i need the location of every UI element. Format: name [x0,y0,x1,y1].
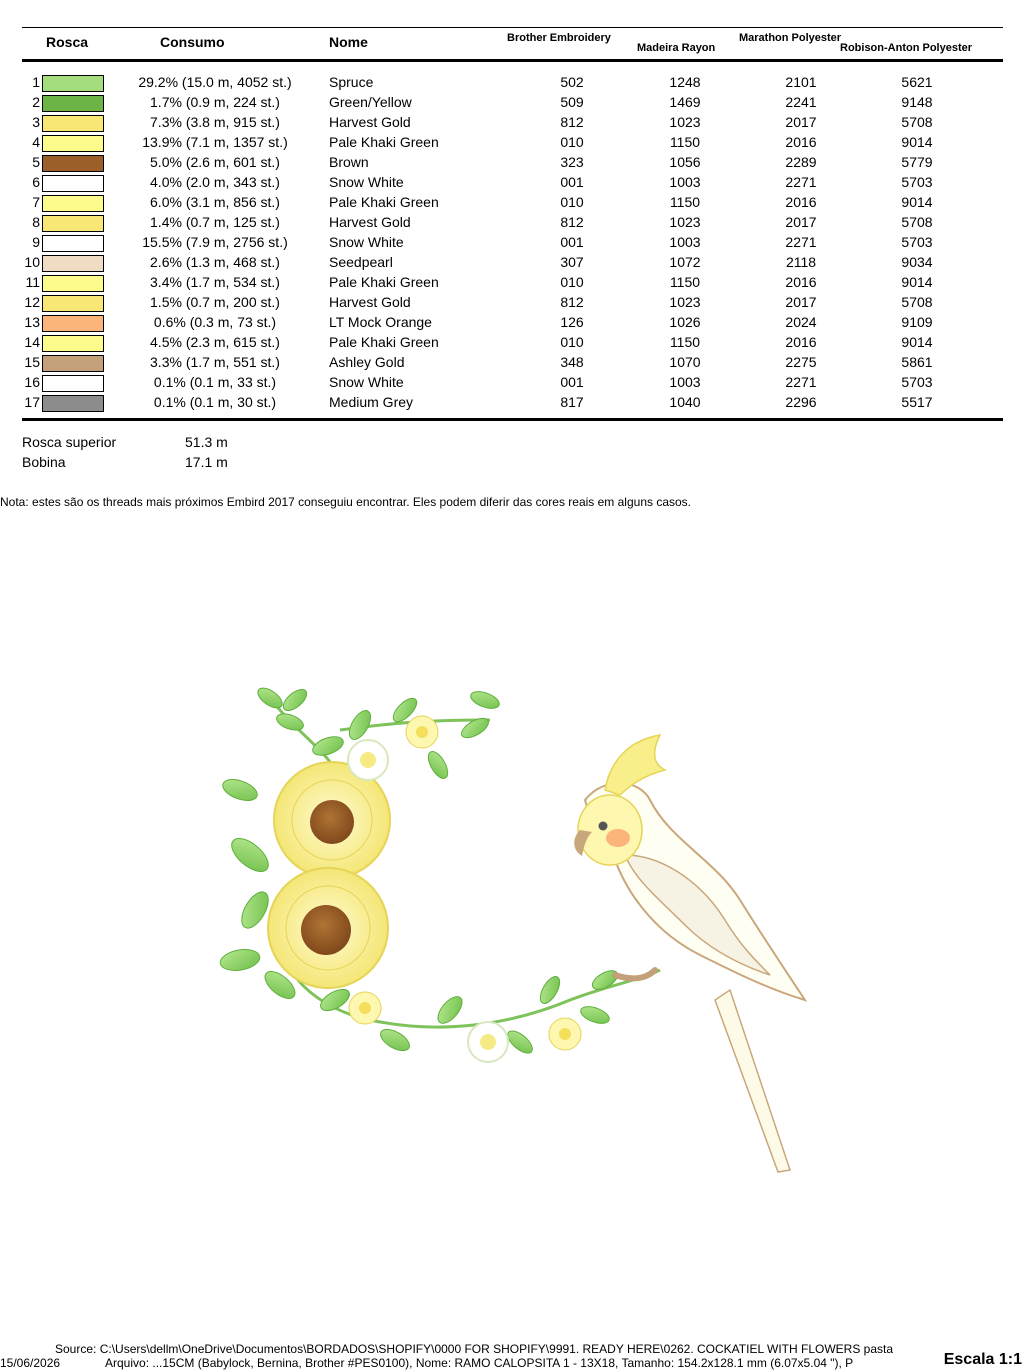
color-swatch [42,175,104,192]
row-number: 4 [32,134,40,150]
brother-code-cell: 812 [560,114,584,130]
marathon-code-cell: 2296 [785,394,817,410]
row-number: 8 [32,214,40,230]
color-swatch [42,235,104,252]
header-rosca: Rosca [46,34,89,50]
marathon-code-cell: 2016 [785,334,817,350]
scale-label: Escala 1:1 [943,1351,1022,1368]
madeira-code-cell: 1248 [669,74,701,90]
marathon-code-cell: 2024 [785,314,817,330]
color-swatch [42,155,104,172]
marathon-code-cell: 2271 [785,174,817,190]
row-number: 5 [32,154,40,170]
table-row [0,232,1024,252]
color-swatch [42,295,104,312]
header-robison: Robison-Anton Polyester [840,42,973,54]
footer-date: 15/06/2026 [0,1356,61,1370]
robison-code-cell: 5708 [901,214,933,230]
madeira-code-cell: 1469 [669,94,701,110]
table-row [0,192,1024,212]
consumption-cell: 5.0% (2.6 m, 601 st.) [150,154,280,170]
thread-name-cell: Pale Khaki Green [329,134,439,150]
brother-code-cell: 010 [560,274,584,290]
color-swatch [42,95,104,112]
rosca-superior-value: 51.3 m [185,434,228,450]
thread-name-cell: Snow White [329,374,404,390]
table-row [0,72,1024,92]
brother-code-cell: 010 [560,334,584,350]
consumption-cell: 4.0% (2.0 m, 343 st.) [150,174,280,190]
thread-name-cell: Harvest Gold [329,294,411,310]
brother-code-cell: 812 [560,214,584,230]
consumption-cell: 6.0% (3.1 m, 856 st.) [150,194,280,210]
table-row [0,172,1024,192]
madeira-code-cell: 1056 [669,154,701,170]
table-row [0,152,1024,172]
marathon-code-cell: 2017 [785,294,817,310]
table-row [0,112,1024,132]
madeira-code-cell: 1023 [669,294,701,310]
robison-code-cell: 9109 [901,314,933,330]
table-row [0,332,1024,352]
thread-name-cell: Pale Khaki Green [329,334,439,350]
consumption-cell: 3.4% (1.7 m, 534 st.) [150,274,280,290]
robison-code-cell: 5621 [901,74,933,90]
brother-code-cell: 126 [560,314,584,330]
robison-code-cell: 9148 [901,94,933,110]
robison-code-cell: 5708 [901,294,933,310]
consumption-cell: 3.3% (1.7 m, 551 st.) [150,354,280,370]
color-swatch [42,115,104,132]
row-number: 2 [32,94,40,110]
table-row [0,292,1024,312]
consumption-cell: 4.5% (2.3 m, 615 st.) [150,334,280,350]
robison-code-cell: 5517 [901,394,933,410]
bobina-value: 17.1 m [185,454,228,470]
marathon-code-cell: 2275 [785,354,817,370]
color-swatch [42,135,104,152]
consumption-cell: 29.2% (15.0 m, 4052 st.) [138,74,292,90]
madeira-code-cell: 1150 [669,334,701,350]
robison-code-cell: 9014 [901,274,933,290]
row-number: 1 [32,74,40,90]
thread-name-cell: Brown [329,154,369,170]
robison-code-cell: 9014 [901,194,933,210]
consumption-cell: 13.9% (7.1 m, 1357 st.) [142,134,288,150]
bottom-rule [22,418,1003,421]
robison-code-cell: 5861 [901,354,933,370]
madeira-code-cell: 1150 [669,194,701,210]
marathon-code-cell: 2271 [785,234,817,250]
rosca-superior-label: Rosca superior [22,434,117,450]
robison-code-cell: 5703 [901,174,933,190]
row-number: 13 [24,314,40,330]
madeira-code-cell: 1070 [669,354,701,370]
marathon-code-cell: 2017 [785,214,817,230]
madeira-code-cell: 1023 [669,114,701,130]
thread-name-cell: Snow White [329,174,404,190]
header-marathon: Marathon Polyester [739,32,842,44]
thread-note: Nota: estes são os threads mais próximos Embird 2017 conseguiu encontrar. Eles podem diferir das cores reais em alguns casos. [0,495,692,509]
thread-name-cell: Snow White [329,234,404,250]
marathon-code-cell: 2101 [785,74,817,90]
table-row [0,272,1024,292]
table-row [0,372,1024,392]
marathon-code-cell: 2016 [785,274,817,290]
robison-code-cell: 9014 [901,134,933,150]
brother-code-cell: 812 [560,294,584,310]
madeira-code-cell: 1150 [669,134,701,150]
marathon-code-cell: 2241 [785,94,817,110]
header-nome: Nome [329,34,368,50]
brother-code-cell: 010 [560,194,584,210]
robison-code-cell: 5779 [901,154,933,170]
robison-code-cell: 5703 [901,234,933,250]
madeira-code-cell: 1040 [669,394,701,410]
thread-name-cell: Seedpearl [329,254,393,270]
row-number: 17 [24,394,40,410]
thread-name-cell: Medium Grey [329,394,414,410]
color-swatch [42,355,104,372]
color-swatch [42,215,104,232]
row-number: 14 [24,334,40,350]
header-brother: Brother Embroidery [507,32,611,44]
color-swatch [42,255,104,272]
table-row [0,132,1024,152]
color-swatch [42,335,104,352]
top-rule [22,27,1003,28]
table-row [0,312,1024,332]
row-number: 10 [24,254,40,270]
thread-name-cell: Green/Yellow [329,94,412,110]
consumption-cell: 1.5% (0.7 m, 200 st.) [150,294,280,310]
sunflower-bottom [268,868,388,988]
row-number: 6 [32,174,40,190]
marathon-code-cell: 2016 [785,194,817,210]
row-number: 16 [24,374,40,390]
cockatiel [574,735,805,1172]
madeira-code-cell: 1150 [669,274,701,290]
brother-code-cell: 502 [560,74,584,90]
color-swatch [42,375,104,392]
consumption-cell: 0.1% (0.1 m, 33 st.) [153,374,277,390]
row-number: 3 [32,114,40,130]
thread-name-cell: Harvest Gold [329,114,411,130]
consumption-cell: 0.1% (0.1 m, 30 st.) [153,394,277,410]
header-madeira: Madeira Rayon [637,42,716,54]
madeira-code-cell: 1072 [669,254,701,270]
row-number: 15 [24,354,40,370]
madeira-code-cell: 1003 [669,234,701,250]
color-swatch [42,75,104,92]
robison-code-cell: 5703 [901,374,933,390]
table-row [0,352,1024,372]
brother-code-cell: 323 [560,154,584,170]
consumption-cell: 1.7% (0.9 m, 224 st.) [150,94,280,110]
thread-name-cell: Pale Khaki Green [329,274,439,290]
consumption-cell: 7.3% (3.8 m, 915 st.) [150,114,280,130]
robison-code-cell: 5708 [901,114,933,130]
thread-name-cell: LT Mock Orange [329,314,432,330]
row-number: 9 [32,234,40,250]
footer-arquivo: Arquivo: ...15CM (Babylock, Bernina, Brother #PES0100), Nome: RAMO CALOPSITA 1 - 13X18, Tamanho: 154.2x128.1 mm (6.07x5.04 "), P [105,1356,854,1370]
table-row [0,212,1024,232]
brother-code-cell: 348 [560,354,584,370]
color-swatch [42,195,104,212]
bobina-label: Bobina [22,454,66,470]
robison-code-cell: 9034 [901,254,933,270]
marathon-code-cell: 2271 [785,374,817,390]
thread-name-cell: Pale Khaki Green [329,194,439,210]
thread-name-cell: Ashley Gold [329,354,405,370]
header-rule [22,59,1003,62]
consumption-cell: 1.4% (0.7 m, 125 st.) [150,214,280,230]
table-row [0,252,1024,272]
marathon-code-cell: 2017 [785,114,817,130]
embroidery-preview [210,670,820,1180]
consumption-cell: 0.6% (0.3 m, 73 st.) [153,314,277,330]
row-number: 11 [25,274,40,290]
brother-code-cell: 509 [560,94,584,110]
madeira-code-cell: 1026 [669,314,701,330]
color-swatch [42,315,104,332]
row-number: 12 [24,294,40,310]
row-number: 7 [32,194,40,210]
table-row [0,92,1024,112]
robison-code-cell: 9014 [901,334,933,350]
marathon-code-cell: 2289 [785,154,817,170]
brother-code-cell: 001 [560,374,584,390]
brother-code-cell: 307 [560,254,584,270]
color-swatch [42,275,104,292]
brother-code-cell: 001 [560,174,584,190]
color-swatch [42,395,104,412]
madeira-code-cell: 1003 [669,174,701,190]
marathon-code-cell: 2118 [785,254,817,270]
brother-code-cell: 010 [560,134,584,150]
madeira-code-cell: 1023 [669,214,701,230]
consumption-cell: 2.6% (1.3 m, 468 st.) [150,254,280,270]
brother-code-cell: 817 [560,394,584,410]
thread-name-cell: Harvest Gold [329,214,411,230]
madeira-code-cell: 1003 [669,374,701,390]
marathon-code-cell: 2016 [785,134,817,150]
header-consumo: Consumo [160,34,225,50]
thread-name-cell: Spruce [329,74,374,90]
consumption-cell: 15.5% (7.9 m, 2756 st.) [142,234,288,250]
brother-code-cell: 001 [560,234,584,250]
table-row [0,392,1024,412]
footer-source: Source: C:\Users\dellm\OneDrive\Documentos\BORDADOS\SHOPIFY\0000 FOR SHOPIFY\9991. READY HERE\0262. COCKATIEL WITH FLOWERS pasta [55,1342,894,1356]
